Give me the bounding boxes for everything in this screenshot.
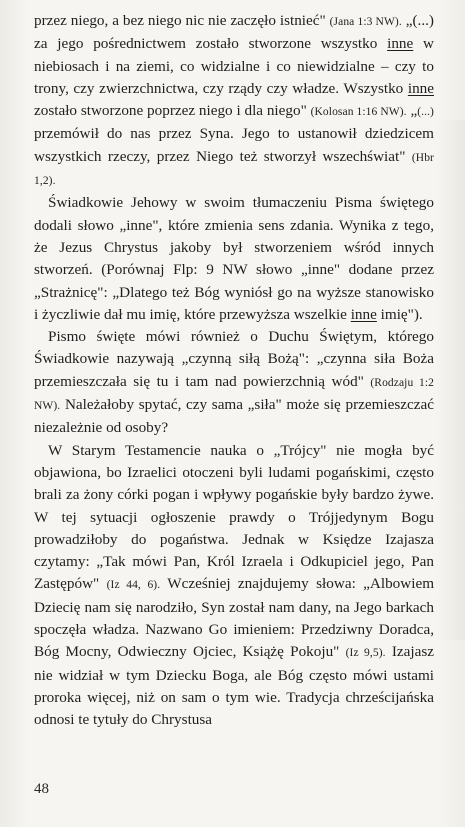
text-run: Świadkowie Jehowy w swoim tłumaczeniu Pisma świętego dodali słowo „inne", które zmienia sens zdania. Wynika z tego, że Jezus Chrystus jakoby był stworzeniem wśród innych stworzeń. (Porównaj Flp: 9 NW słowo „inne" dodane przez „Strażnicę": „Dlatego też Bóg wyniósł go na wyższe stanowisko i życzliwie dał mu imię, które przewyższa wszelkie [34, 194, 434, 323]
citation: (Iz 9,5). [345, 647, 386, 660]
text-run: „(...) za jego pośrednictwem zostało stworzone wszystko [34, 12, 434, 53]
text-run: zostało stworzone poprzez niego i dla niego" [34, 102, 311, 120]
underlined-word: inne [407, 79, 434, 97]
citation: (Hbr 1,2). [34, 151, 434, 188]
citation: (Iz 44, 6). [106, 579, 161, 592]
paragraph [34, 440, 434, 732]
text-run: imię"). [376, 305, 423, 323]
citation: (Kolosan 1:16 NW). [310, 106, 407, 119]
underlined-word: inne [350, 305, 377, 323]
text-run: przez niego, a bez niego nic nie zaczęło istnieć" [34, 12, 330, 29]
citation: (...) [417, 106, 434, 119]
page-shadow [435, 120, 465, 640]
paragraph [34, 10, 434, 192]
text-run: przemówił do nas przez Syna. Jego to ustanowił dziedzicem wszystkich rzeczy, przez Niego też stworzył wszechświat" [34, 125, 434, 165]
citation: (Jana 1:3 NW). [329, 16, 402, 28]
text-run: W Starym Testamencie nauka o „Trójcy" nie mogła być objawiona, bo Izraelici otoczeni byli ludami pogańskimi, często brali za żony córki pogan i wpływy pogańskie były bardzo żywe. W tej sytuacji ogłoszenie prawdy o Trójjedynym Bogu prowadziłoby do pogaństwa. Jednak w Księdze Izajasza czytamy: „Tak mówi Pan, Król Izraela i Odkupiciel jego, Pan Zastępów" [34, 441, 434, 593]
text-run: Pismo święte mówi również o Duchu Świętym, którego Świadkowie nazywają „czynną siłą Bożą": „czynna siła Boża przemieszczała się tu i tam nad powierzchnią wód" [34, 328, 434, 390]
page-number: 48 [34, 781, 49, 797]
underlined-word: inne [387, 35, 414, 53]
citation: (Rodzaju 1:2 NW). [34, 376, 434, 413]
text-run: Izajasz nie widział w tym Dziecku Boga, ale Bóg często mówi ustami proroka więcej, niż on sam o tym wie. Tradycja chrześcijańska odnosi te tytuły do Chrystusa [34, 643, 435, 729]
paragraph [34, 192, 434, 326]
text-run: „ [406, 102, 418, 120]
text-run: Należałoby spytać, czy sama „siła" może się przemieszczać niezależnie od osoby? [34, 396, 434, 437]
body-text [34, 10, 434, 732]
text-run: Wcześniej znajdujemy słowa: „Albowiem Dziecię nam się narodziło, Syn został nam dany, na Jego barkach spoczęła władza. Nazwano Go imieniem: Przedziwny Doradca, Bóg Mocny, Odwieczny Ojciec, Książę Pokoju" [34, 575, 435, 661]
text-run: w niebiosach i na ziemi, co widzialne i co niewidzialne – czy to trony, czy zwierzchnictwa, czy rządy czy władze. Wszystko [34, 35, 435, 97]
paragraph [34, 326, 434, 439]
